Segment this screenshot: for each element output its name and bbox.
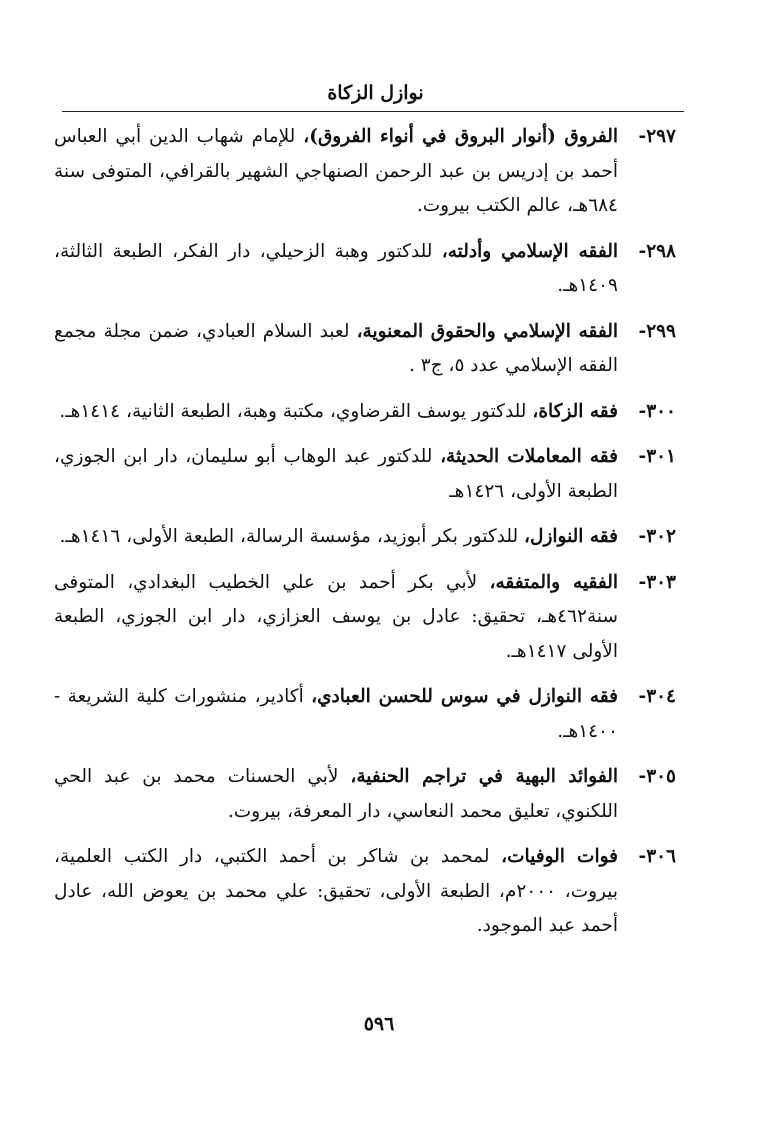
entry-number: ٣٠٦- bbox=[638, 846, 676, 867]
entry-text: للدكتور بكر أبوزيد، مؤسسة الرسالة، الطبعة الأولى، ١٤١٦هـ. bbox=[59, 526, 519, 547]
entry-text: أكادير، منشورات كلية الشريعة - ١٤٠٠هـ. bbox=[54, 686, 618, 742]
bibliography-entry bbox=[54, 395, 676, 430]
entry-text: للإمام شهاب الدين أبي العباس أحمد بن إدريس بن عبد الرحمن الصنهاجي الشهير بالقرافي، المتوفى سنة ٦٨٤هـ، عالم الكتب بيروت. bbox=[54, 126, 618, 216]
bibliography-entry bbox=[54, 840, 676, 944]
running-header: نوازل الزكاة bbox=[327, 82, 424, 104]
entry-text: لأبي الحسنات محمد بن عبد الحي اللكنوي، تعليق محمد النعاسي، دار المعرفة، بيروت. bbox=[54, 766, 618, 822]
bibliography-entry bbox=[54, 315, 676, 384]
entry-number: ٣٠١- bbox=[638, 446, 676, 467]
entry-title: الفروق (أنوار البروق في أنواء الفروق)، bbox=[303, 126, 618, 147]
entry-title: فقه الزكاة، bbox=[532, 400, 618, 422]
entry-title: فقه النوازل في سوس للحسن العبادي، bbox=[311, 686, 618, 707]
entry-number: ٢٩٨- bbox=[638, 240, 676, 262]
bibliography-entry bbox=[54, 235, 676, 304]
entry-number: ٣٠٥- bbox=[638, 766, 676, 787]
entry-title: الفوائد البهية في تراجم الحنفية، bbox=[350, 766, 618, 787]
bibliography-entry bbox=[54, 520, 676, 555]
header-rule bbox=[62, 111, 684, 112]
bibliography-list bbox=[54, 120, 676, 955]
entry-number: ٣٠٢- bbox=[638, 526, 676, 547]
entry-text: لأبي بكر أحمد بن علي الخطيب البغدادي، المتوفى سنة٤٦٢هـ، تحقيق: عادل بن يوسف العزازي، دار ابن الجوزي، الطبعة الأولى ١٤١٧هـ. bbox=[54, 571, 618, 662]
bibliography-entry bbox=[54, 566, 676, 670]
bibliography-entry bbox=[54, 760, 676, 829]
entry-title: الفقه الإسلامي وأدلته، bbox=[441, 240, 618, 262]
entry-title: فقه النوازل، bbox=[524, 526, 618, 547]
entry-text: لعبد السلام العبادي، ضمن مجلة مجمع الفقه الإسلامي عدد ٥، ج٣ . bbox=[54, 320, 618, 376]
bibliography-entry bbox=[54, 440, 676, 509]
entry-title: فوات الوفيات، bbox=[501, 846, 619, 867]
entry-title: فقه المعاملات الحديثة، bbox=[440, 446, 619, 467]
entry-number: ٣٠٣- bbox=[638, 571, 676, 593]
bibliography-entry bbox=[54, 120, 676, 224]
entry-text: للدكتور عبد الوهاب أبو سليمان، دار ابن الجوزي، الطبعة الأولى، ١٤٢٦هـ bbox=[54, 446, 618, 502]
entry-text: للدكتور وهبة الزحيلي، دار الفكر، الطبعة الثالثة، ١٤٠٩هـ. bbox=[54, 240, 618, 296]
entry-number: ٣٠٠- bbox=[638, 400, 676, 422]
entry-title: الفقه الإسلامي والحقوق المعنوية، bbox=[356, 320, 618, 342]
entry-number: ٢٩٩- bbox=[638, 320, 676, 342]
page-number: ٥٩٦ bbox=[363, 1013, 395, 1035]
entry-text: للدكتور يوسف القرضاوي، مكتبة وهبة، الطبعة الثانية، ١٤١٤هـ. bbox=[59, 400, 527, 422]
entry-number: ٢٩٧- bbox=[638, 126, 676, 147]
entry-title: الفقيه والمتفقه، bbox=[489, 571, 618, 593]
entry-number: ٣٠٤- bbox=[638, 686, 676, 707]
bibliography-entry bbox=[54, 680, 676, 749]
entry-text: لمحمد بن شاكر بن أحمد الكتبي، دار الكتب العلمية، بيروت، ٢٠٠٠م، الطبعة الأولى، تحقيق: علي محمد بن يعوض الله، عادل أحمد عبد الموجود. bbox=[54, 846, 618, 936]
